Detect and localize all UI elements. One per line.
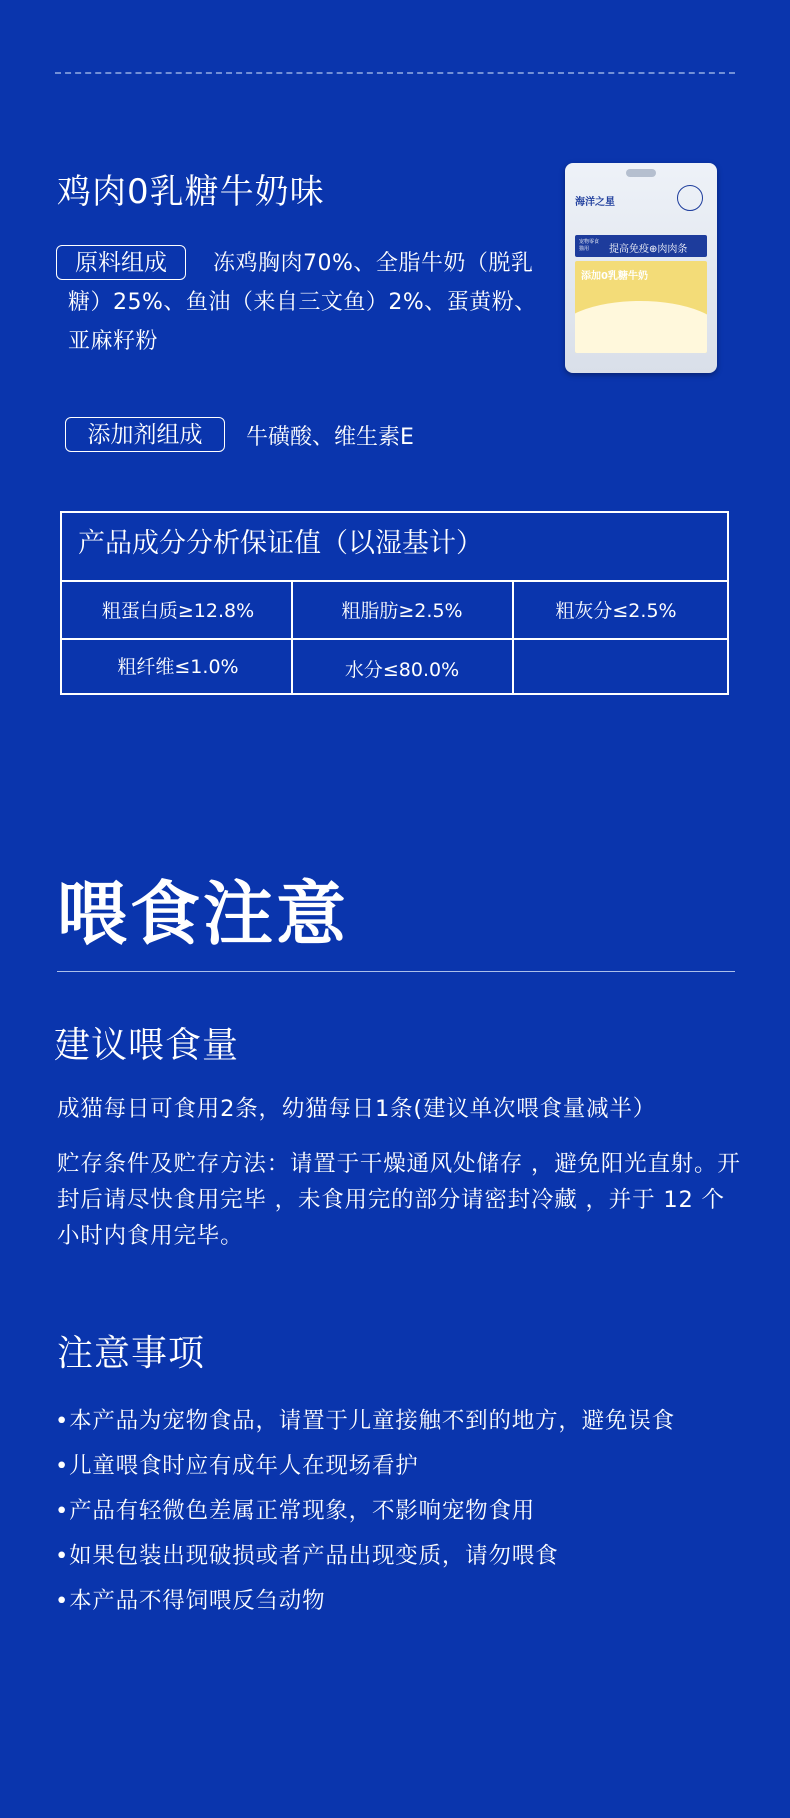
table-cell: 水分≤80.0%: [344, 659, 460, 681]
note-item: •儿童喂食时应有成年人在现场看护: [55, 1453, 419, 1479]
package-brand: 海洋之星: [575, 197, 615, 208]
section-divider: [57, 971, 735, 972]
table-cell: 粗脂肪≥2.5%: [341, 600, 463, 622]
table-divider: [60, 580, 729, 582]
milk-splash-shape: [575, 301, 707, 353]
package-feature-text: 添加0乳糖牛奶: [581, 271, 648, 282]
suggestion-text: 成猫每日可食用2条，幼猫每日1条(建议单次喂食量减半）: [57, 1096, 657, 1122]
package-band-text: 提高免疫⊕肉肉条: [609, 244, 688, 255]
product-package-image: [565, 163, 717, 373]
ingredients-text: 冻鸡胸肉70%、全脂牛奶（脱乳糖）25%、鱼油（来自三文鱼）2%、蛋黄粉、亚麻籽粉: [68, 251, 537, 354]
storage-text: 贮存条件及贮存方法：请置于干燥通风处储存 ，避免阳光直射。开封后请尽快食用完毕 ，未食用完的部分请密封冷藏 ，并于 12 个小时内食用完毕。: [57, 1151, 741, 1249]
additives-text: 牛磺酸、维生素E: [246, 425, 414, 450]
section-title: 喂食注意: [57, 873, 349, 955]
note-item: •本产品为宠物食品，请置于儿童接触不到的地方，避免误食: [55, 1408, 675, 1434]
package-band-small-text: 宠物零食 猫用: [579, 239, 600, 252]
ingredients-label: 原料组成: [56, 245, 186, 280]
table-title: 产品成分分析保证值（以湿基计）: [78, 528, 483, 559]
table-cell: 粗纤维≤1.0%: [117, 656, 239, 678]
suggestion-title: 建议喂食量: [54, 1025, 240, 1066]
note-item: •产品有轻微色差属正常现象，不影响宠物食用: [55, 1498, 536, 1524]
note-item: •如果包装出现破损或者产品出现变质，请勿喂食: [55, 1543, 559, 1569]
table-divider: [60, 638, 729, 640]
table-cell: 粗灰分≤2.5%: [555, 600, 677, 622]
additives-label: 添加剂组成: [65, 417, 225, 452]
product-title: 鸡肉0乳糖牛奶味: [57, 172, 325, 212]
notes-title: 注意事项: [57, 1333, 206, 1374]
note-item: •本产品不得饲喂反刍动物: [55, 1588, 326, 1614]
package-hang-hole: [626, 169, 656, 177]
dashed-divider: [55, 72, 735, 74]
table-cell: 粗蛋白质≥12.8%: [101, 600, 255, 622]
brand-logo-icon: [677, 185, 703, 211]
